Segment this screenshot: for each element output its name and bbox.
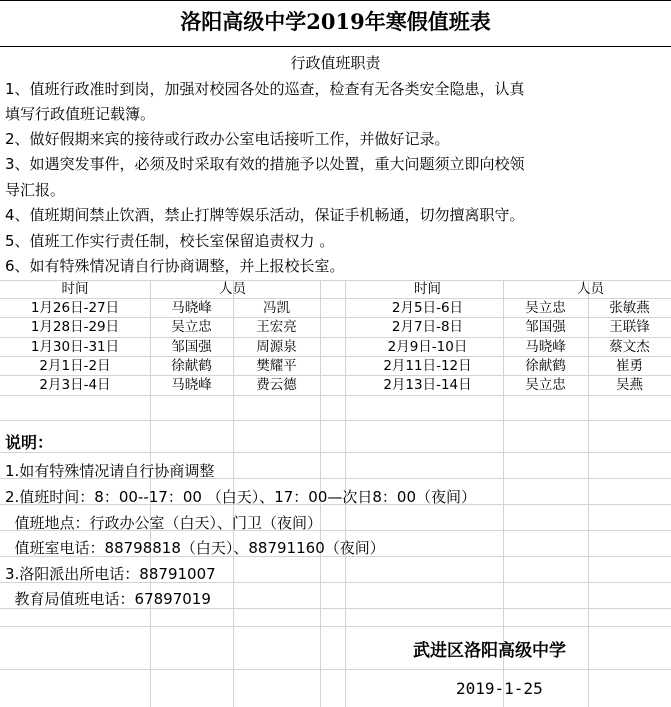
duty-line: 导汇报。	[5, 181, 66, 199]
person-cell: 马晓峰	[171, 377, 212, 393]
duty-line: 4、值班期间禁止饮酒，禁止打牌等娱乐活动，保证手机畅通，切勿擅离职守。	[5, 206, 525, 224]
time-cell: 2月13日-14日	[383, 377, 472, 393]
issue-date: 2019-1-25	[456, 679, 543, 698]
duty-line: 填写行政值班记载簿。	[5, 105, 156, 123]
time-cell: 2月3日-4日	[39, 377, 111, 393]
left-people-header: 人员	[219, 281, 246, 297]
grid-row-line	[0, 452, 671, 453]
page-title: 洛阳高级中学2019年寒假值班表	[180, 9, 491, 34]
duty-line: 6、如有特殊情况请自行协商调整，并上报校长室。	[5, 257, 345, 275]
person-cell: 马晓峰	[171, 300, 212, 316]
note-line: 1.如有特殊情况请自行协商调整	[5, 462, 215, 480]
person-cell: 周源泉	[256, 339, 297, 355]
person-cell: 邹国强	[171, 339, 212, 355]
time-cell: 2月5日-6日	[391, 300, 464, 316]
time-cell: 1月30日-31日	[30, 339, 120, 355]
grid-row-line	[0, 420, 671, 421]
time-cell: 2月9日-10日	[387, 339, 468, 355]
note-line: 2.值班时间：8：00--17：00 （白天）、17：00—次日8：00（夜间）	[5, 488, 477, 506]
notes-title: 说明：	[5, 433, 54, 452]
person-cell: 蔡文杰	[609, 339, 650, 355]
left-time-header: 时间	[61, 281, 89, 297]
note-line: 教育局值班电话：67897019	[5, 590, 211, 608]
time-cell: 2月1日-2日	[39, 358, 111, 374]
grid-row-line	[0, 669, 671, 670]
person-cell: 崔勇	[616, 358, 643, 374]
person-cell: 冯凯	[263, 300, 290, 316]
person-cell: 邹国强	[525, 319, 566, 335]
person-cell: 徐献鹤	[171, 358, 212, 374]
person-cell: 吴立忠	[525, 377, 566, 393]
duty-line: 2、做好假期来宾的接待或行政办公室电话接听工作，并做好记录。	[5, 130, 450, 148]
person-cell: 吴立忠	[525, 300, 566, 316]
title-divider	[0, 46, 671, 47]
top-border	[0, 0, 671, 1]
note-line: 3.洛阳派出所电话：88791007	[5, 565, 216, 583]
time-cell: 2月11日-12日	[383, 358, 472, 374]
person-cell: 吴燕	[616, 377, 643, 393]
person-cell: 王宏亮	[256, 319, 297, 335]
duty-line: 1、值班行政准时到岗，加强对校园各处的巡查，检查有无各类安全隐患，认真	[5, 80, 525, 98]
person-cell: 马晓峰	[525, 339, 566, 355]
time-cell: 2月7日-8日	[391, 319, 464, 335]
duty-line: 3、如遇突发事件，必须及时采取有效的措施予以处置，重大问题须立即向校领	[5, 155, 525, 173]
person-cell: 张敏燕	[609, 300, 650, 316]
note-line: 值班地点：行政办公室（白天）、门卫（夜间）	[5, 514, 323, 532]
grid-row-line	[0, 626, 671, 627]
right-time-header: 时间	[414, 281, 441, 297]
school-name: 武进区洛阳高级中学	[413, 641, 566, 661]
time-cell: 1月26日-27日	[30, 300, 120, 316]
duty-heading: 行政值班职责	[290, 54, 381, 72]
person-cell: 王联锋	[609, 319, 650, 335]
person-cell: 吴立忠	[171, 319, 212, 335]
right-people-header: 人员	[577, 281, 604, 297]
time-cell: 1月28日-29日	[30, 319, 120, 335]
person-cell: 徐献鹤	[525, 358, 566, 374]
grid-row-line	[0, 395, 671, 396]
note-line: 值班室电话：88798818（白天）、88791160（夜间）	[5, 539, 385, 557]
person-cell: 樊耀平	[256, 358, 297, 374]
duty-line: 5、值班工作实行责任制，校长室保留追责权力 。	[5, 232, 335, 250]
person-cell: 费云德	[256, 377, 297, 393]
